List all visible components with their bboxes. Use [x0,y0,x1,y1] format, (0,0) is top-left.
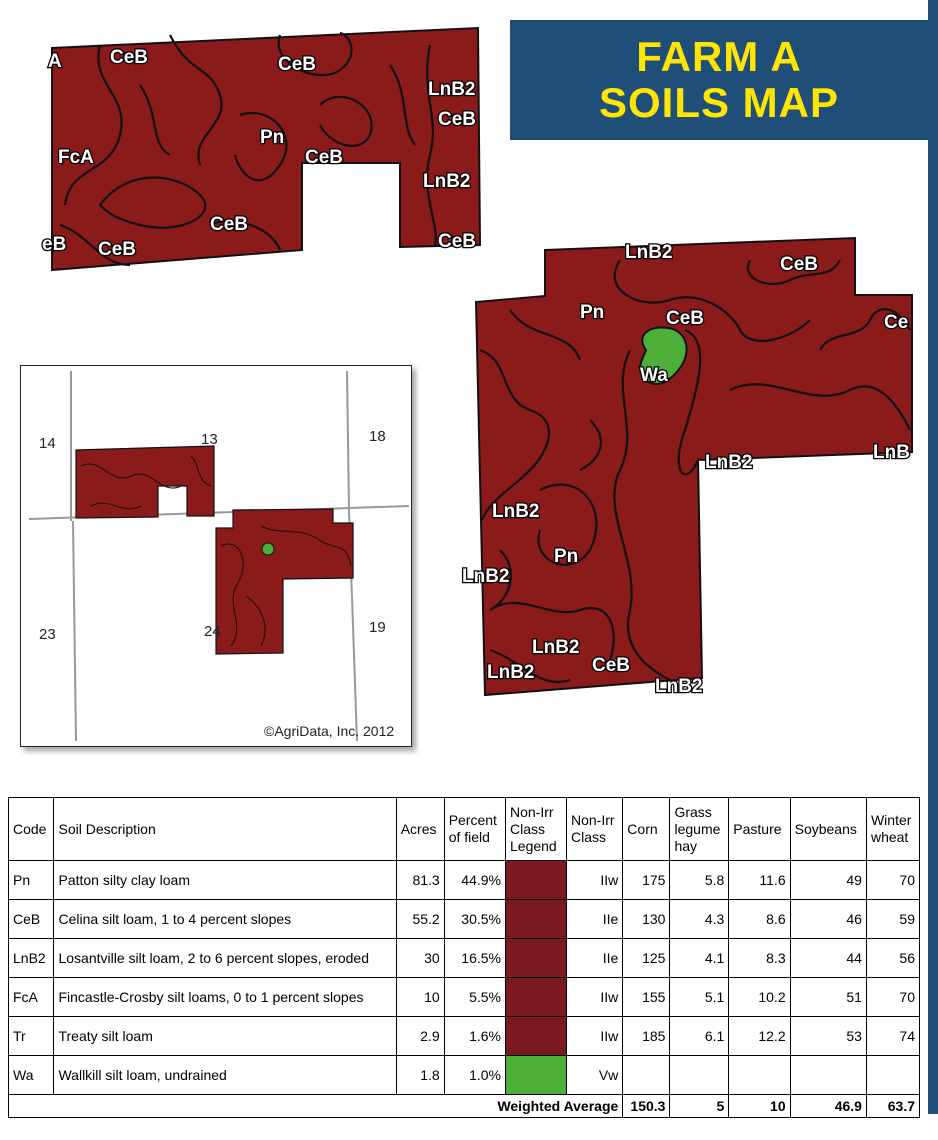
cell-corn: 185 [623,1017,670,1056]
top-label: LnB2 [423,171,471,192]
cell-legend [506,978,567,1017]
cell-wheat: 70 [866,861,919,900]
table-header-row [9,798,920,861]
cell-grass: 5.8 [670,861,729,900]
top-map-labels [40,25,490,280]
cell-description: Fincastle-Crosby silt loams, 0 to 1 percent slopes [54,978,396,1017]
cell-legend [506,900,567,939]
cell-percent: 30.5% [444,900,505,939]
weighted-average-label: Weighted Average [9,1095,623,1118]
col-corn: Corn [623,798,670,861]
cell-pasture: 8.6 [729,900,790,939]
cell-class: IIw [567,978,623,1017]
right-label: LnB [873,442,910,463]
cell-soybeans: 44 [790,939,866,978]
cell-description: Patton silty clay loam [54,861,396,900]
right-label: Pn [554,546,579,567]
col-class-legend: Non-Irr Class Legend [506,798,567,861]
top-label: CeB [110,47,149,68]
top-label: CeB [438,109,477,130]
right-label: LnB2 [492,501,540,522]
top-label: eB [42,234,67,255]
inset-map-graphic [21,366,411,746]
cell-pasture: 8.3 [729,939,790,978]
table-row [9,900,920,939]
cell-pasture [729,1056,790,1095]
cell-corn: 175 [623,861,670,900]
cell-description: Treaty silt loam [54,1017,396,1056]
table-row [9,939,920,978]
cell-class: IIw [567,1017,623,1056]
cell-code: Tr [9,1017,54,1056]
soil-table [8,797,920,1118]
cell-legend [506,939,567,978]
cell-grass: 5.1 [670,978,729,1017]
section-number: 23 [39,626,56,643]
cell-class: IIe [567,900,623,939]
cell-code: Pn [9,861,54,900]
right-label: LnB2 [625,242,673,263]
col-class: Non-Irr Class [567,798,623,861]
cell-wheat [866,1056,919,1095]
weighted-average-row [9,1095,920,1118]
cell-acres: 81.3 [396,861,444,900]
top-label: Pn [260,127,285,148]
title-line-1: FARM A [636,33,802,80]
cell-class: IIw [567,861,623,900]
section-number: 24 [204,623,221,640]
cell-code: FcA [9,978,54,1017]
top-label: LnB2 [428,79,476,100]
cell-percent: 44.9% [444,861,505,900]
section-number: 14 [39,435,56,452]
cell-acres: 30 [396,939,444,978]
col-winter-wheat: Winter wheat [866,798,919,861]
cell-wheat: 59 [866,900,919,939]
inset-locator-map [20,365,412,747]
cell-grass: 6.1 [670,1017,729,1056]
cell-class: IIe [567,939,623,978]
right-label: CeB [592,655,631,676]
table-row [9,1017,920,1056]
cell-wheat: 74 [866,1017,919,1056]
inset-wet-area [262,543,274,555]
cell-legend [506,1017,567,1056]
right-label: LnB2 [655,676,703,697]
top-label: CeB [278,54,317,75]
cell-legend [506,861,567,900]
section-number: 13 [201,431,218,448]
cell-wheat: 70 [866,978,919,1017]
cell-grass: 4.3 [670,900,729,939]
class-legend-swatch [506,978,566,1016]
right-label: LnB2 [487,662,535,683]
right-label: LnB2 [705,452,753,473]
top-label: CeB [438,231,477,252]
avg-corn: 150.3 [623,1095,670,1118]
col-percent: Percent of field [444,798,505,861]
col-acres: Acres [396,798,444,861]
avg-wheat: 63.7 [866,1095,919,1118]
cell-description: Celina silt loam, 1 to 4 percent slopes [54,900,396,939]
col-code: Code [9,798,54,861]
cell-soybeans: 49 [790,861,866,900]
section-number: 18 [369,428,386,445]
cell-acres: 1.8 [396,1056,444,1095]
right-label: Ce [884,312,909,333]
page-side-stripe [928,0,938,1114]
copyright-credit: ©AgriData, Inc. 2012 [264,723,395,739]
avg-grass: 5 [670,1095,729,1118]
cell-acres: 10 [396,978,444,1017]
cell-soybeans: 53 [790,1017,866,1056]
cell-description: Losantville silt loam, 2 to 6 percent slopes, eroded [54,939,396,978]
col-description: Soil Description [54,798,396,861]
cell-pasture: 11.6 [729,861,790,900]
cell-corn: 125 [623,939,670,978]
class-legend-swatch [506,861,566,899]
avg-pasture: 10 [729,1095,790,1118]
inset-field-north [76,446,214,518]
cell-description: Wallkill silt loam, undrained [54,1056,396,1095]
cell-acres: 55.2 [396,900,444,939]
cell-corn [623,1056,670,1095]
col-pasture: Pasture [729,798,790,861]
right-label: LnB2 [532,637,580,658]
right-label: CeB [780,254,819,275]
table-row [9,1056,920,1095]
class-legend-swatch [506,1017,566,1055]
cell-wheat: 56 [866,939,919,978]
right-label: CeB [666,308,705,329]
col-soybeans: Soybeans [790,798,866,861]
cell-pasture: 10.2 [729,978,790,1017]
col-grass-hay: Grass legume hay [670,798,729,861]
page-title [510,20,928,140]
top-label: FcA [58,147,94,168]
cell-soybeans: 46 [790,900,866,939]
top-label: A [48,51,62,72]
cell-corn: 130 [623,900,670,939]
avg-soybeans: 46.9 [790,1095,866,1118]
class-legend-swatch [506,900,566,938]
top-label: CeB [305,147,344,168]
cell-percent: 5.5% [444,978,505,1017]
cell-legend [506,1056,567,1095]
cell-percent: 16.5% [444,939,505,978]
section-number: 19 [369,619,386,636]
table-row [9,978,920,1017]
top-label: CeB [98,239,137,260]
cell-percent: 1.0% [444,1056,505,1095]
cell-code: LnB2 [9,939,54,978]
cell-code: Wa [9,1056,54,1095]
table-row [9,861,920,900]
cell-grass [670,1056,729,1095]
cell-acres: 2.9 [396,1017,444,1056]
cell-percent: 1.6% [444,1017,505,1056]
cell-pasture: 12.2 [729,1017,790,1056]
cell-soybeans: 51 [790,978,866,1017]
class-legend-swatch [506,939,566,977]
cell-code: CeB [9,900,54,939]
right-label: Pn [580,302,605,323]
top-label: CeB [210,214,249,235]
right-label: LnB2 [462,566,510,587]
cell-grass: 4.1 [670,939,729,978]
cell-soybeans [790,1056,866,1095]
cell-class: Vw [567,1056,623,1095]
class-legend-swatch [506,1056,566,1094]
title-line-2: SOILS MAP [598,79,840,126]
cell-corn: 155 [623,978,670,1017]
right-label: Wa [640,365,668,386]
right-soil-map [462,230,920,710]
